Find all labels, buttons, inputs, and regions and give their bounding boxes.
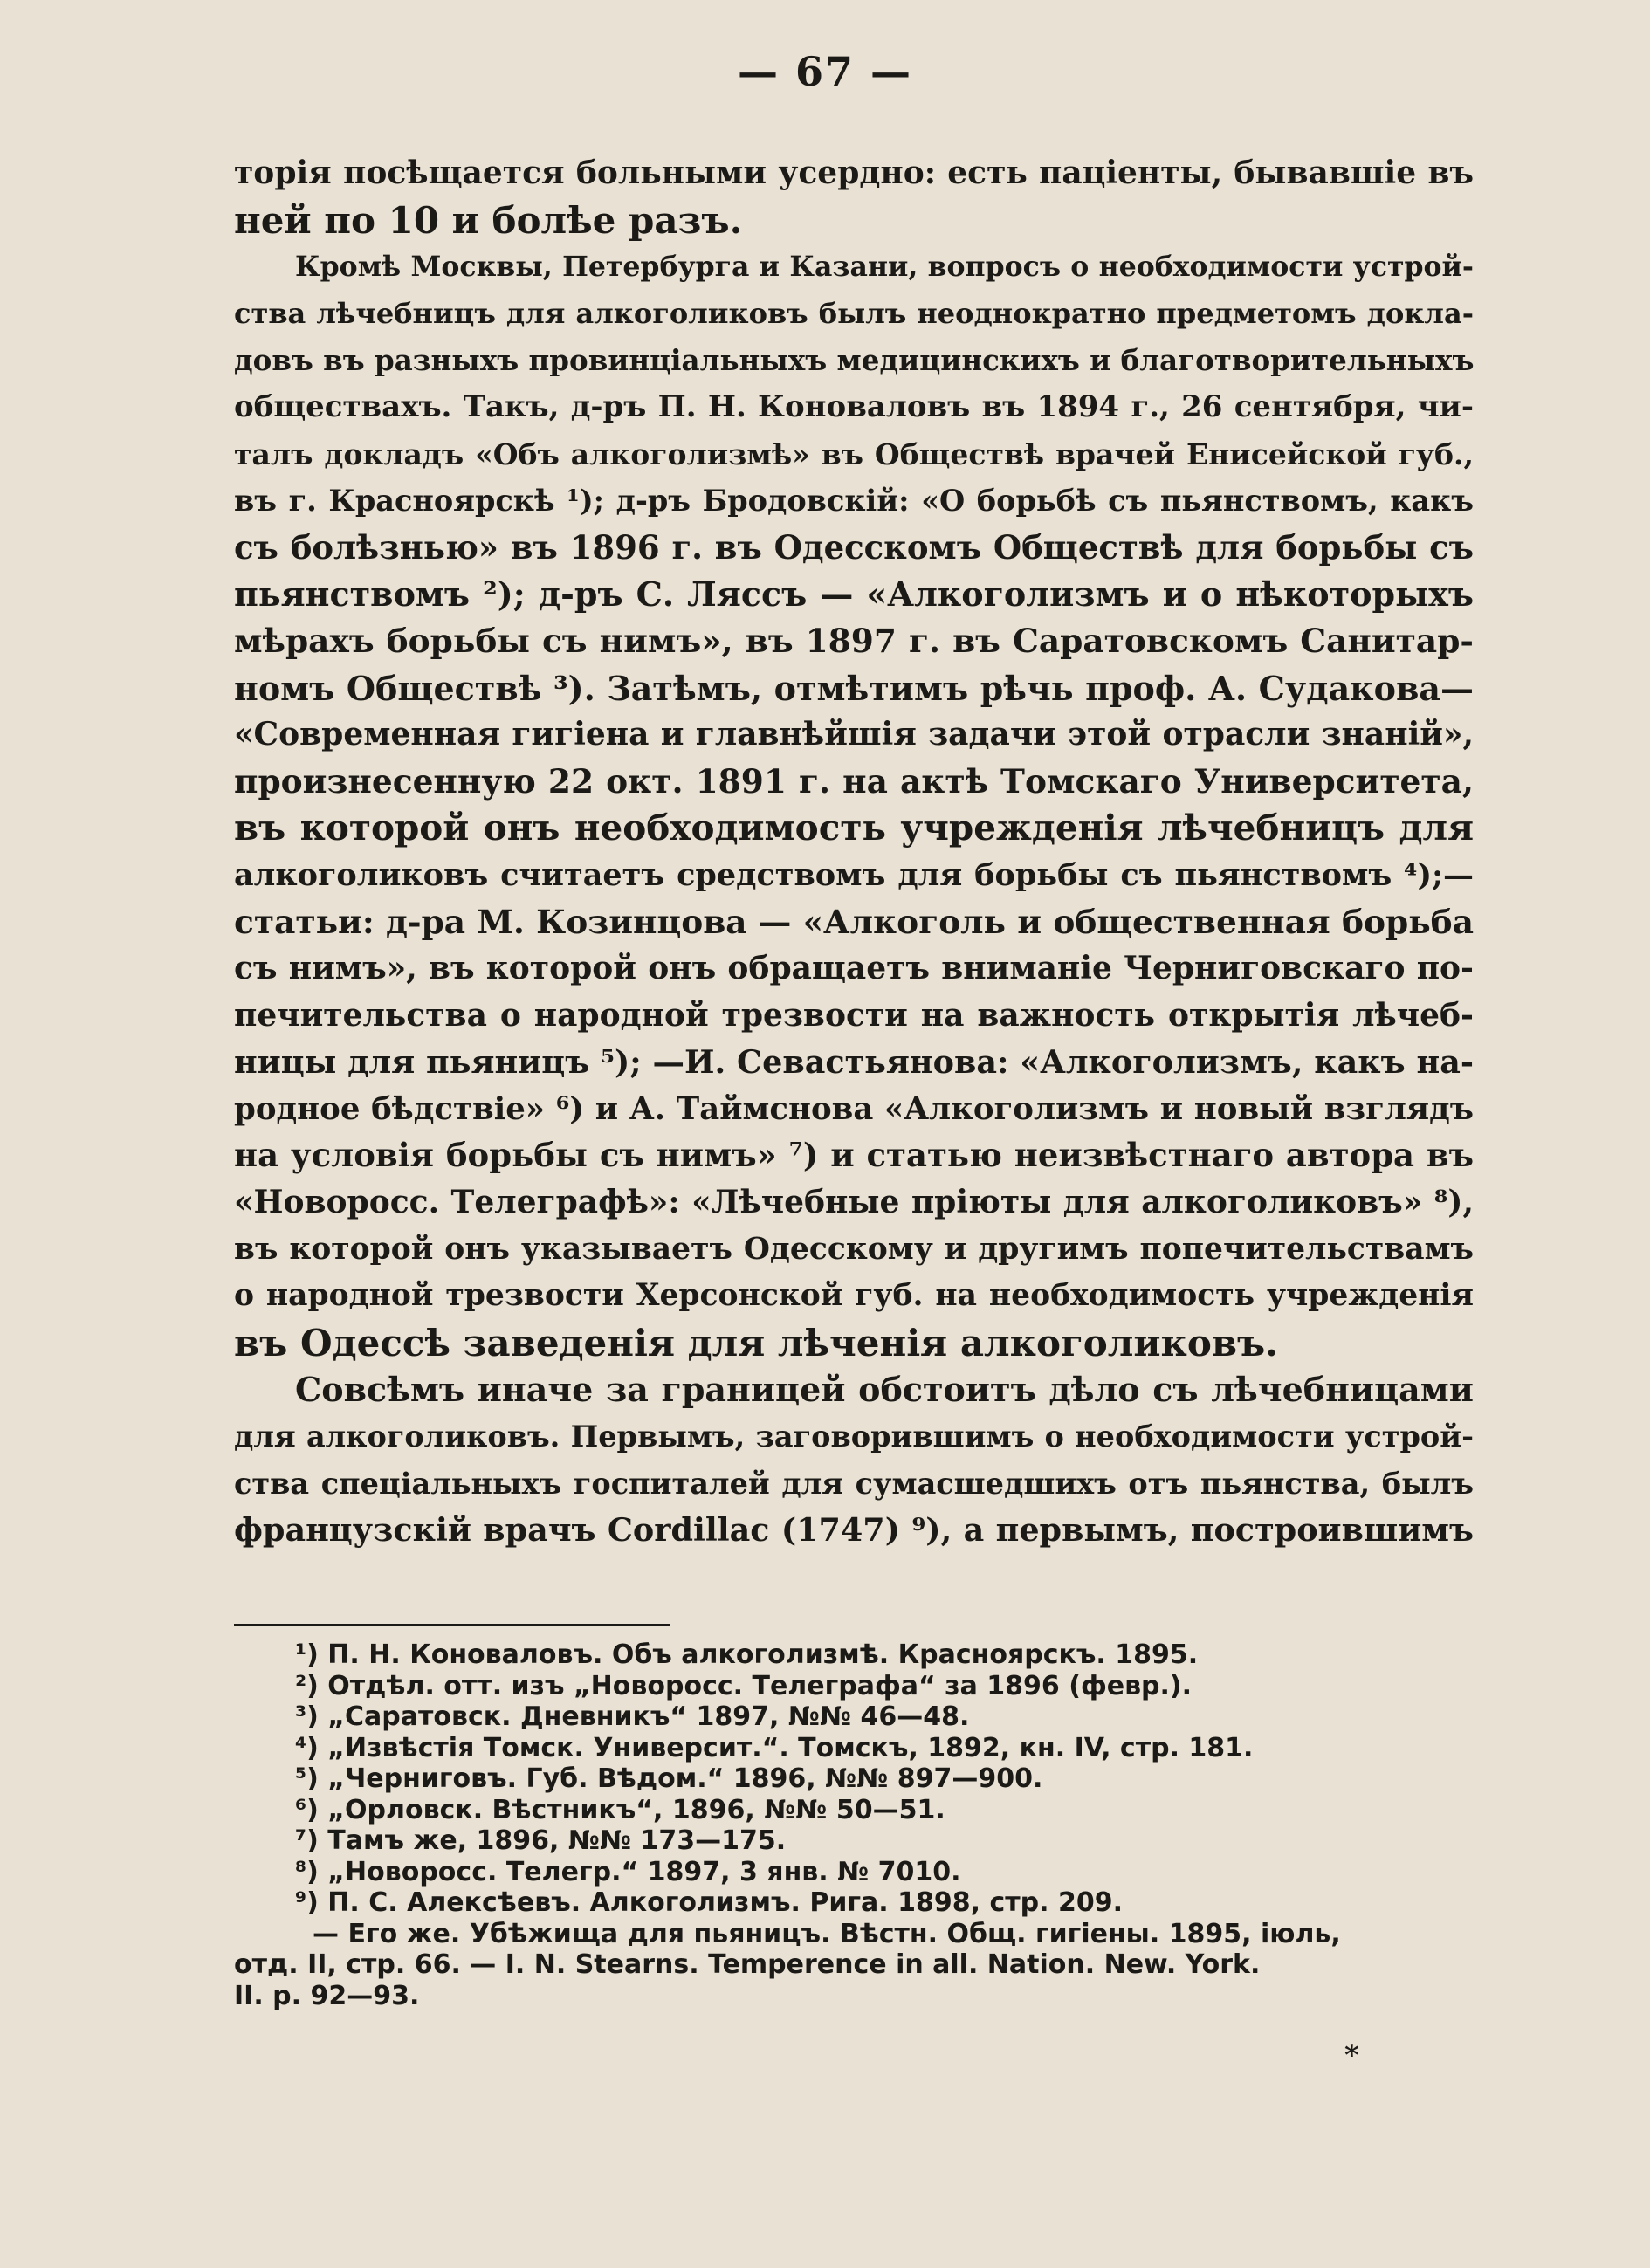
text-line: «Новоросс. Телеграфѣ»: «Лѣчебные прiюты для алкоголиковъ» ⁸), xyxy=(234,1184,1474,1221)
page-number: — 67 — xyxy=(737,48,913,95)
text-line: ницы для пьяницъ ⁵); —И. Севастьянова: «Алкоголизмъ, какъ на- xyxy=(234,1043,1474,1082)
text-line: съ нимъ», въ которой онъ обращаетъ вниманiе Черниговскаго по- xyxy=(234,950,1474,987)
footnote: ⁸) „Новоросс. Телегр.“ 1897, 3 янв. № 7010. xyxy=(295,1856,961,1887)
footnote-continuation: II. p. 92—93. xyxy=(234,1980,420,2011)
text-line: ства спецiальныхъ госпиталей для сумасшедшихъ отъ пьянства, былъ xyxy=(234,1466,1474,1501)
text-line: на условiя борьбы съ нимъ» ⁷) и статью неизвѣстнаго автора въ xyxy=(234,1136,1474,1175)
main-text xyxy=(234,150,1474,1554)
footnote: ¹) П. Н. Коноваловъ. Объ алкоголизмѣ. Красноярскъ. 1895. xyxy=(295,1639,1199,1670)
footnote: ²) Отдѣл. отт. изъ „Новоросс. Телеграфа“ за 1896 (февр.). xyxy=(295,1670,1193,1701)
footnote: ³) „Саратовск. Дневникъ“ 1897, №№ 46—48. xyxy=(295,1701,970,1732)
footnote-continuation: — Его же. Убѣжища для пьяницъ. Вѣстн. Общ. гигiены. 1895, iюль, xyxy=(313,1918,1341,1949)
text-line: французскiй врачъ Cordillac (1747) ⁹), а первымъ, построившимъ xyxy=(234,1511,1474,1550)
footnote: ⁶) „Орловск. Вѣстникъ“, 1896, №№ 50—51. xyxy=(295,1794,945,1825)
footnote: ⁷) Тамъ же, 1896, №№ 173—175. xyxy=(295,1825,787,1856)
text-line: печительства о народной трезвости на важность открытiя лѣчеб- xyxy=(234,996,1474,1034)
text-line: родное бѣдствiе» ⁶) и А. Таймснова «Алкоголизмъ и новый взглядъ xyxy=(234,1090,1474,1127)
text-line: въ которой онъ необходимость учрежденiя лѣчебницъ для xyxy=(234,807,1474,849)
footnote: ⁴) „Извѣстiя Томск. Университ.“. Томскъ, 1892, кн. IV, стр. 181. xyxy=(295,1732,1254,1763)
text-line: въ г. Красноярскѣ ¹); д-ръ Бродовскiй: «О борьбѣ съ пьянствомъ, какъ xyxy=(234,484,1474,519)
footnote: ⁵) „Черниговъ. Губ. Вѣдом.“ 1896, №№ 897—900. xyxy=(295,1763,1043,1794)
text-line: произнесенную 22 окт. 1891 г. на актѣ Томскаго Университета, xyxy=(234,761,1474,801)
text-line: ства лѣчебницъ для алкоголиковъ былъ неоднократно предметомъ докла- xyxy=(234,296,1474,330)
footnote-continuation: отд. II, стр. 66. — I. N. Stearns. Temperence in all. Nation. New. York. xyxy=(234,1949,1261,1980)
signature-mark: * xyxy=(1344,2038,1359,2072)
text-line: довъ въ разныхъ провинцiальныхъ медицинскихъ и благотворительныхъ xyxy=(234,343,1475,378)
text-line: ней по 10 и болѣе разъ. xyxy=(234,198,743,242)
text-line: талъ докладъ «Объ алкоголизмѣ» въ Обществѣ врачей Енисейской губ., xyxy=(234,436,1474,471)
text-line: Совсѣмъ иначе за границей обстоитъ дѣло съ лѣчебницами xyxy=(295,1370,1474,1410)
text-line: торія посѣщается больными усердно: есть пацiенты, бывавшiе въ xyxy=(234,155,1474,191)
text-line: въ Одессѣ заведенiя для лѣченiя алкоголиковъ. xyxy=(234,1321,1278,1364)
text-line: съ болѣзнью» въ 1896 г. въ Одесскомъ Обществѣ для борьбы съ xyxy=(234,527,1474,567)
footnotes xyxy=(234,1639,1474,2011)
text-line: статьи: д-ра М. Козинцова — «Алкоголь и общественная борьба xyxy=(234,902,1474,941)
text-line: обществахъ. Такъ, д-ръ П. Н. Коноваловъ въ 1894 г., 26 сентября, чи- xyxy=(234,388,1474,424)
text-line: для алкоголиковъ. Первымъ, заговорившимъ о необходимости устрой- xyxy=(234,1419,1474,1454)
text-line: пьянствомъ ²); д-ръ С. Ляссъ — «Алкоголизмъ и о нѣкоторыхъ xyxy=(234,574,1474,615)
text-line: алкоголиковъ считаетъ средствомъ для борьбы съ пьянствомъ ⁴);— xyxy=(234,856,1474,893)
text-line: Кромѣ Москвы, Петербурга и Казани, вопросъ о необходимости устрой- xyxy=(295,251,1474,284)
text-line: мѣрахъ борьбы съ нимъ», въ 1897 г. въ Саратовскомъ Санитар- xyxy=(234,621,1474,660)
footnote: ⁹) П. С. Алексѣевъ. Алкоголизмъ. Рига. 1898, стр. 209. xyxy=(295,1887,1123,1918)
text-line: «Современная гигiена и главнѣйшiя задачи этой отрасли знанiй», xyxy=(234,716,1474,753)
text-line: о народной трезвости Херсонской губ. на необходимость учрежденiя xyxy=(234,1278,1474,1314)
footnote-divider xyxy=(234,1624,670,1626)
text-line: номъ Обществѣ ³). Затѣмъ, отмѣтимъ рѣчь проф. А. Судакова— xyxy=(234,668,1474,708)
text-line: въ которой онъ указываетъ Одесскому и другимъ попечительствамъ xyxy=(234,1231,1474,1267)
